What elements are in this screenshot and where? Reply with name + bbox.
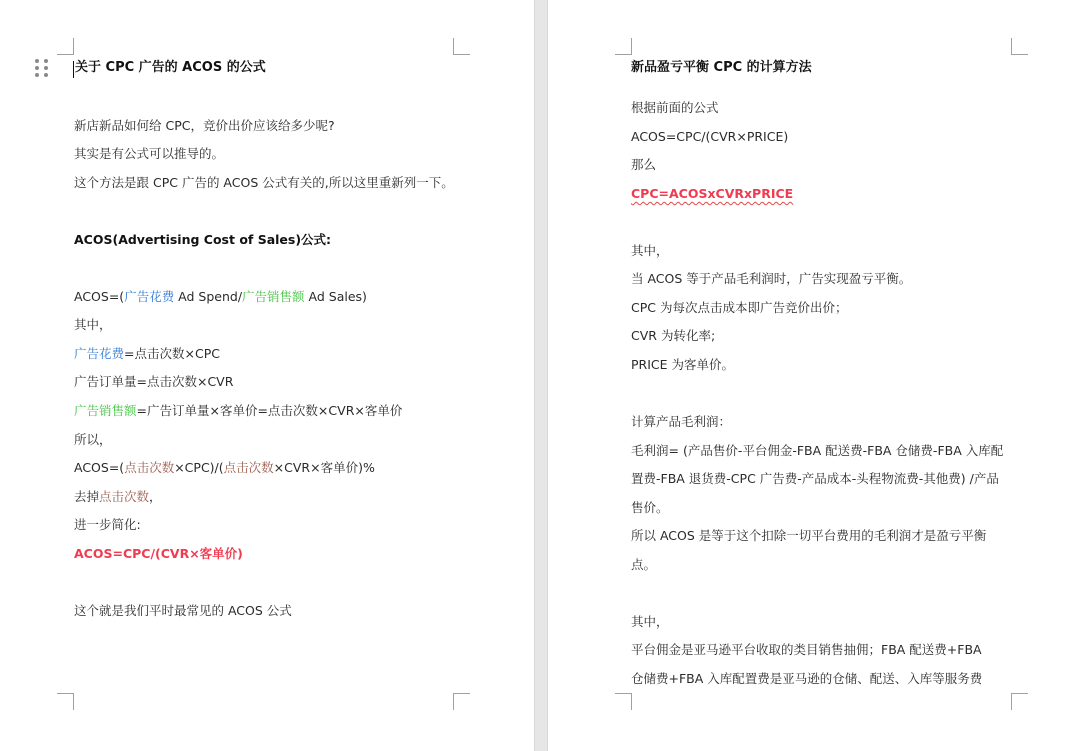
page-corner-mark (615, 38, 632, 55)
text-cursor (73, 61, 74, 78)
paragraph[interactable]: ACOS=CPC/(CVR×PRICE) (631, 129, 789, 144)
ad-sales-term: 广告销售额 (242, 289, 305, 304)
doc-title[interactable]: 关于 CPC 广告的 ACOS 的公式 (75, 60, 266, 75)
clicks-term: 点击次数 (124, 460, 175, 475)
paragraph[interactable]: 其中， (631, 243, 669, 258)
text: 去掉 (74, 489, 100, 504)
formula-text: ACOS=( (74, 289, 125, 304)
section-heading[interactable]: ACOS(Advertising Cost of Sales)公式: (74, 232, 332, 247)
page-corner-mark (615, 693, 632, 710)
paragraph[interactable]: 新店新品如何给 CPC，竞价出价应该给多少呢? (74, 118, 335, 133)
paragraph[interactable]: CVR 为转化率; (631, 328, 716, 343)
paragraph[interactable]: 其中， (74, 317, 112, 332)
page-corner-mark (57, 693, 74, 710)
paragraph[interactable]: 那么 (631, 157, 657, 172)
paragraph[interactable]: CPC 为每次点击成本即广告竞价出价； (631, 300, 848, 315)
paragraph[interactable]: 仓储费+FBA 入库配置费是亚马逊的仓储、配送、入库等服务费 (631, 671, 983, 686)
page-gutter (534, 0, 548, 751)
page-corner-mark (57, 38, 74, 55)
doc-title[interactable]: 新品盈亏平衡 CPC 的计算方法 (631, 60, 812, 75)
expanded-formula[interactable] (74, 459, 375, 477)
paragraph[interactable]: 售价。 (631, 500, 669, 515)
text: ， (149, 489, 162, 504)
document-page-right (548, 0, 1080, 751)
page-corner-mark (453, 693, 470, 710)
paragraph[interactable]: 这个就是我们平时最常见的 ACOS 公式 (74, 603, 292, 618)
paragraph[interactable]: 平台佣金是亚马逊平台收取的类目销售抽佣；FBA 配送费+FBA (631, 642, 982, 657)
definition-text: =点击次数×CPC (124, 346, 220, 361)
formula-text: ×CPC)/( (174, 460, 224, 475)
ad-sales-term: 广告销售额 (74, 403, 137, 418)
paragraph[interactable]: 所以， (74, 432, 112, 447)
spellcheck-underlined-text: CPC=ACOSxCVRxPRICE (631, 186, 794, 201)
paragraph[interactable] (74, 488, 162, 506)
cpc-formula[interactable] (631, 185, 793, 203)
formula-text: Ad Spend/ (174, 289, 243, 304)
clicks-term: 点击次数 (99, 489, 150, 504)
formula-text: Ad Sales) (304, 289, 367, 304)
clicks-term: 点击次数 (223, 460, 274, 475)
ad-spend-term: 广告花费 (124, 289, 175, 304)
page-corner-mark (1011, 38, 1028, 55)
definition-line[interactable]: 广告订单量=点击次数×CVR (74, 374, 234, 389)
formula-text: ACOS=( (74, 460, 125, 475)
formula-text: ×CVR×客单价)% (273, 460, 375, 475)
paragraph[interactable]: 所以 ACOS 是等于这个扣除一切平台费用的毛利润才是盈亏平衡 (631, 528, 987, 543)
page-corner-mark (1011, 693, 1028, 710)
paragraph[interactable]: 其实是有公式可以推导的。 (74, 146, 225, 161)
page-corner-mark (453, 38, 470, 55)
paragraph[interactable]: 毛利润= (产品售价-平台佣金-FBA 配送费-FBA 仓储费-FBA 入库配 (631, 443, 1004, 458)
document-page-left (0, 0, 534, 751)
final-formula[interactable]: ACOS=CPC/(CVR×客单价) (74, 546, 243, 561)
paragraph[interactable]: 进一步简化: (74, 517, 141, 532)
definition-text: =广告订单量×客单价=点击次数×CVR×客单价 (136, 403, 403, 418)
paragraph[interactable]: 置费-FBA 退货费-CPC 广告费-产品成本-头程物流费-其他费) /产品 (631, 471, 999, 486)
paragraph[interactable]: 这个方法是跟 CPC 广告的 ACOS 公式有关的,所以这里重新列一下。 (74, 175, 454, 190)
ad-spend-term: 广告花费 (74, 346, 125, 361)
paragraph[interactable]: 根据前面的公式 (631, 100, 719, 115)
definition-line[interactable] (74, 402, 402, 420)
acos-formula[interactable] (74, 288, 367, 306)
paragraph[interactable]: 计算产品毛利润： (631, 414, 732, 429)
definition-line[interactable] (74, 345, 220, 363)
paragraph[interactable]: 其中， (631, 614, 669, 629)
paragraph[interactable]: 点。 (631, 557, 657, 572)
paragraph[interactable]: PRICE 为客单价。 (631, 357, 735, 372)
block-drag-handle-icon[interactable] (35, 59, 49, 79)
paragraph[interactable]: 当 ACOS 等于产品毛利润时，广告实现盈亏平衡。 (631, 271, 912, 286)
